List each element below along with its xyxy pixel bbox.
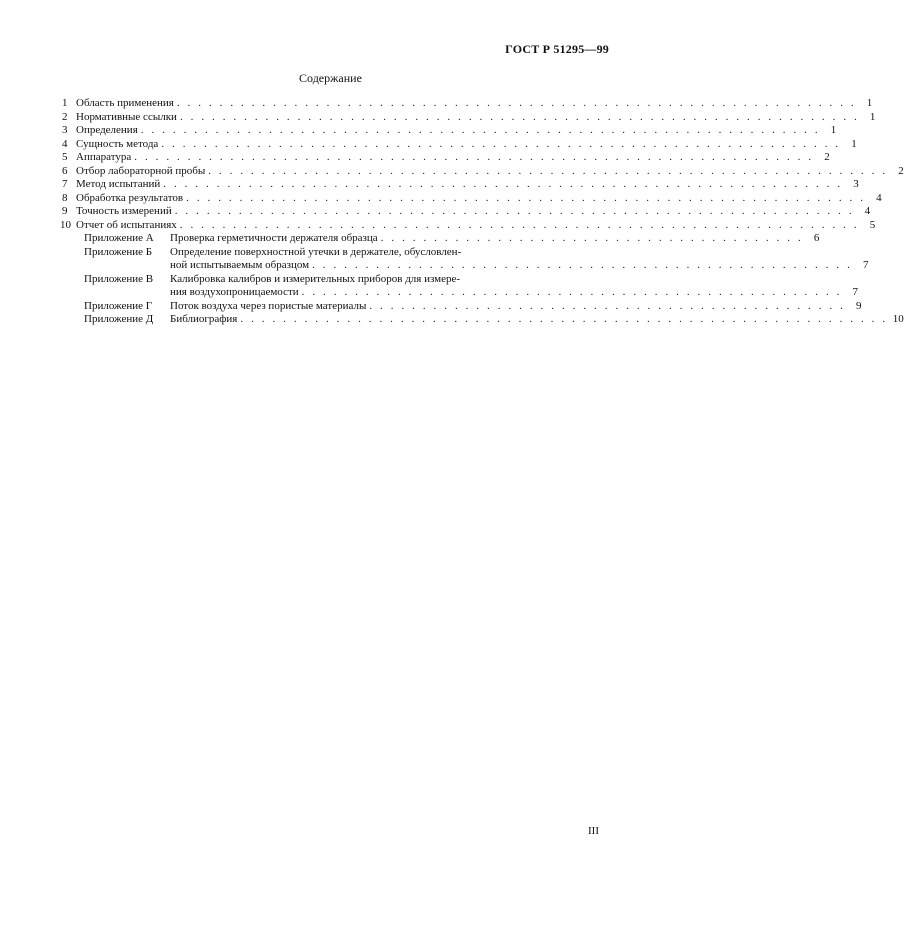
dot-leader: . . . . . . . . . . . . . . . . . . . . . . . . . . . . . . . . . . . . . . . . . . . . . . . . . . . . . . . . . . . . . . . . — [163, 178, 843, 190]
toc-item-title: Область применения — [76, 97, 174, 109]
toc-item-page: 2 — [824, 151, 830, 163]
appendix-page: 9 — [856, 299, 862, 312]
dot-leader: . . . . . . . . . . . . . . . . . . . . . . . . . . . . . . . . . . . . . . . . . . . . . . . . . . . . . . . . . . . . . . . . — [179, 218, 860, 231]
dot-leader: . . . . . . . . . . . . . . . . . . . . . . . . . . . . . . . . . . . . . . . . . . . . . . . . . . . . . . . . . . . . . — [240, 313, 888, 325]
toc-item-page: 2 — [898, 164, 904, 177]
toc-item-title: Нормативные ссылки — [76, 110, 177, 123]
toc-item[interactable] — [62, 191, 882, 206]
page-number: III — [588, 825, 599, 837]
appendix-label: Приложение Б — [84, 245, 153, 258]
toc-item-title: Аппаратура — [76, 151, 132, 163]
toc-appendix-continuation — [62, 286, 859, 300]
dot-leader: . . . . . . . . . . . . . . . . . . . . . . . . . . . . . . . . . . . . . . . . . . . . . . . . . . . . . . . . . . . . . . . . — [176, 97, 857, 109]
toc-item-title: Метод испытаний — [76, 178, 161, 190]
toc-item[interactable] — [62, 151, 830, 165]
toc-item-title: Отчет об испытаниях — [76, 218, 177, 231]
toc-item-title: Определения — [76, 124, 138, 136]
dot-leader: . . . . . . . . . . . . . . . . . . . . . . . . . . . . . . . . . . . . . . . . . . . . . . . . . . . . . . . . . . . . . . . . — [208, 164, 888, 177]
toc-item[interactable] — [62, 178, 859, 192]
appendix-title: Библиография — [170, 313, 238, 325]
dot-leader: . . . . . . . . . . . . . . . . . . . . . . . . . . . . . . . . . . . . . . . . — [380, 232, 804, 244]
appendix-label: Приложение Г — [84, 299, 153, 312]
appendix-title-continuation: ния воздухопроницаемости — [170, 286, 299, 298]
toc-item-number: 3 — [62, 124, 68, 136]
table-of-contents — [60, 97, 904, 327]
toc-item[interactable] — [62, 110, 876, 125]
appendix-page: 7 — [862, 259, 869, 271]
toc-item-number: 7 — [62, 178, 68, 190]
toc-item-number: 2 — [62, 110, 68, 123]
toc-item-title: Обработка результатов — [76, 191, 184, 204]
dot-leader: . . . . . . . . . . . . . . . . . . . . . . . . . . . . . . . . . . . . . . . . . . . . . . . . . . . . . . . . . . . . . . . . — [174, 205, 855, 217]
dot-leader: . . . . . . . . . . . . . . . . . . . . . . . . . . . . . . . . . . . . . . . . . . . . . . . . . . . . . . . . . . . . . . . . — [179, 110, 860, 123]
toc-item[interactable] — [62, 205, 871, 219]
dot-leader: . . . . . . . . . . . . . . . . . . . . . . . . . . . . . . . . . . . . . . . . . . . . . . . . . . . . . . . . . . . . . . . . — [140, 124, 821, 136]
appendix-label: Приложение А — [84, 232, 154, 244]
toc-appendix-continuation — [62, 259, 869, 273]
toc-appendix-item[interactable] — [62, 299, 862, 314]
toc-item-title: Точность измерений — [76, 205, 172, 217]
toc-item-number: 10 — [60, 218, 71, 231]
toc-item-number: 5 — [62, 151, 68, 163]
toc-item-title: Отбор лабораторной пробы — [76, 164, 206, 177]
appendix-label: Приложение В — [84, 272, 154, 285]
dot-leader: . . . . . . . . . . . . . . . . . . . . . . . . . . . . . . . . . . . . . . . . . . . . . — [369, 299, 846, 312]
appendix-label: Приложение Д — [84, 313, 154, 325]
toc-appendix-item[interactable] — [62, 313, 904, 327]
toc-item-page: 1 — [851, 137, 857, 150]
dot-leader: . . . . . . . . . . . . . . . . . . . . . . . . . . . . . . . . . . . . . . . . . . . . . . . . . . . . . . . . . . . . . . . . — [161, 137, 841, 150]
dot-leader: . . . . . . . . . . . . . . . . . . . . . . . . . . . . . . . . . . . . . . . . . . . . . . . . . . . — [301, 286, 843, 298]
appendix-title: Определение поверхностной утечки в держателе, обусловлен- — [170, 245, 462, 258]
toc-appendix-item[interactable] — [62, 232, 820, 246]
toc-item-number: 9 — [62, 205, 68, 217]
toc-item-page: 3 — [853, 178, 859, 190]
toc-item[interactable] — [62, 137, 857, 152]
dot-leader: . . . . . . . . . . . . . . . . . . . . . . . . . . . . . . . . . . . . . . . . . . . . . . . . . . . . . . . . . . . . . . . . — [134, 151, 814, 163]
toc-item-number: 8 — [62, 191, 68, 204]
appendix-page: 7 — [852, 286, 859, 298]
toc-appendix-item[interactable] — [62, 246, 600, 260]
appendix-title: Проверка герметичности держателя образца — [170, 232, 378, 244]
toc-item[interactable] — [62, 164, 904, 179]
toc-item-page: 4 — [876, 191, 882, 204]
toc-title: Содержание — [299, 71, 362, 85]
toc-item-number: 4 — [62, 137, 68, 150]
toc-item[interactable] — [62, 97, 873, 111]
toc-item-number: 1 — [62, 97, 68, 109]
dot-leader: . . . . . . . . . . . . . . . . . . . . . . . . . . . . . . . . . . . . . . . . . . . . . . . . . . . . . . . . . . . . . . . . — [186, 191, 866, 204]
header-standard-code: ГОСТ Р 51295—99 — [505, 42, 609, 56]
appendix-title-continuation: ной испытываемым образцом — [170, 259, 310, 271]
appendix-title: Калибровка калибров и измерительных приборов для измере- — [170, 272, 461, 285]
toc-item-number: 6 — [62, 164, 68, 177]
toc-item-page: 4 — [864, 205, 871, 217]
toc-item-title: Сущность метода — [76, 137, 159, 150]
toc-item-page: 1 — [869, 110, 876, 123]
toc-item-page: 1 — [866, 97, 873, 109]
toc-appendix-item[interactable] — [62, 273, 600, 287]
dot-leader: . . . . . . . . . . . . . . . . . . . . . . . . . . . . . . . . . . . . . . . . . . . . . . . . . . . — [312, 259, 853, 271]
toc-item[interactable] — [62, 124, 837, 138]
appendix-page: 10 — [892, 313, 904, 325]
toc-item-page: 5 — [869, 218, 876, 231]
appendix-title: Поток воздуха через пористые материалы — [170, 299, 367, 312]
toc-item[interactable] — [60, 218, 876, 233]
toc-item-page: 1 — [830, 124, 837, 136]
appendix-page: 6 — [813, 232, 820, 244]
